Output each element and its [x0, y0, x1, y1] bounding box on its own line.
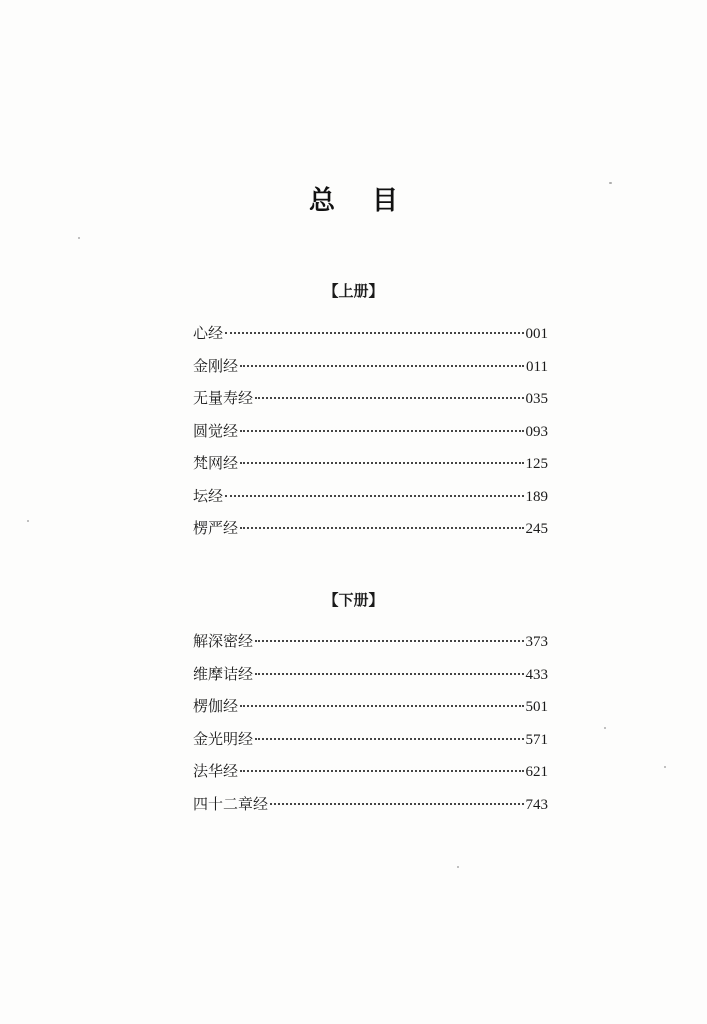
- dot-leader: [240, 430, 523, 432]
- toc-entry-title: 楞严经: [193, 519, 239, 537]
- dot-leader: [240, 365, 524, 367]
- scan-speck: [78, 237, 80, 239]
- toc-entry-title: 维摩诘经: [193, 664, 254, 683]
- scan-speck: [609, 182, 612, 184]
- toc-entry[interactable]: [193, 485, 548, 518]
- toc-entry-title: 心经: [193, 324, 224, 342]
- toc-entry-title: 四十二章经: [193, 794, 269, 813]
- toc-entry[interactable]: [193, 728, 548, 761]
- scan-speck: [457, 866, 459, 868]
- toc-entry-title: 法华经: [193, 762, 239, 780]
- section-heading-volume-2: 【下册】: [323, 591, 384, 609]
- toc-list-volume-2: [193, 630, 548, 825]
- page-title: 总 目: [308, 186, 413, 216]
- scan-speck: [604, 727, 606, 729]
- toc-entry[interactable]: [193, 517, 548, 550]
- toc-entry-title: 无量寿经: [193, 389, 254, 407]
- toc-entry[interactable]: [193, 760, 548, 793]
- toc-entry-page: 245: [525, 521, 548, 537]
- toc-entry-title: 梵网经: [193, 454, 239, 472]
- toc-entry[interactable]: [193, 452, 548, 485]
- dot-leader: [240, 527, 523, 529]
- toc-entry-title: 楞伽经: [193, 697, 239, 715]
- toc-entry-page: 743: [525, 796, 548, 813]
- toc-entry-page: 035: [525, 391, 548, 407]
- toc-entry[interactable]: [193, 663, 548, 696]
- section-heading-volume-1: 【上册】: [323, 282, 384, 300]
- toc-entry-title: 金光明经: [193, 729, 254, 748]
- toc-entry-title: 圆觉经: [193, 421, 239, 440]
- toc-entry[interactable]: [193, 387, 548, 420]
- dot-leader: [270, 803, 523, 805]
- dot-leader: [255, 640, 523, 642]
- dot-leader: [240, 705, 523, 707]
- toc-entry-title: 金刚经: [193, 356, 239, 375]
- toc-entry-page: 621: [525, 764, 548, 780]
- toc-entry-page: 501: [525, 699, 548, 715]
- toc-entry[interactable]: [193, 695, 548, 728]
- dot-leader: [225, 332, 523, 334]
- dot-leader: [240, 462, 523, 464]
- toc-entry-page: 125: [525, 456, 548, 472]
- toc-entry[interactable]: [193, 630, 548, 663]
- toc-entry-page: 093: [525, 423, 548, 440]
- toc-entry-page: 433: [525, 666, 548, 683]
- dot-leader: [225, 495, 523, 497]
- toc-entry-title: 解深密经: [193, 632, 254, 650]
- toc-entry-page: 001: [525, 326, 548, 342]
- toc-entry-page: 011: [526, 358, 548, 375]
- dot-leader: [240, 770, 523, 772]
- toc-list-volume-1: [193, 322, 548, 550]
- toc-entry-title: 坛经: [193, 486, 224, 505]
- dot-leader: [255, 397, 523, 399]
- toc-entry[interactable]: [193, 793, 548, 826]
- toc-entry-page: 571: [525, 731, 548, 748]
- scan-speck: [27, 520, 29, 522]
- toc-entry-page: 189: [525, 488, 548, 505]
- dot-leader: [255, 738, 523, 740]
- scan-speck: [664, 766, 666, 768]
- dot-leader: [255, 673, 523, 675]
- toc-entry[interactable]: [193, 355, 548, 388]
- toc-entry[interactable]: [193, 322, 548, 355]
- toc-entry[interactable]: [193, 420, 548, 453]
- toc-entry-page: 373: [525, 634, 548, 650]
